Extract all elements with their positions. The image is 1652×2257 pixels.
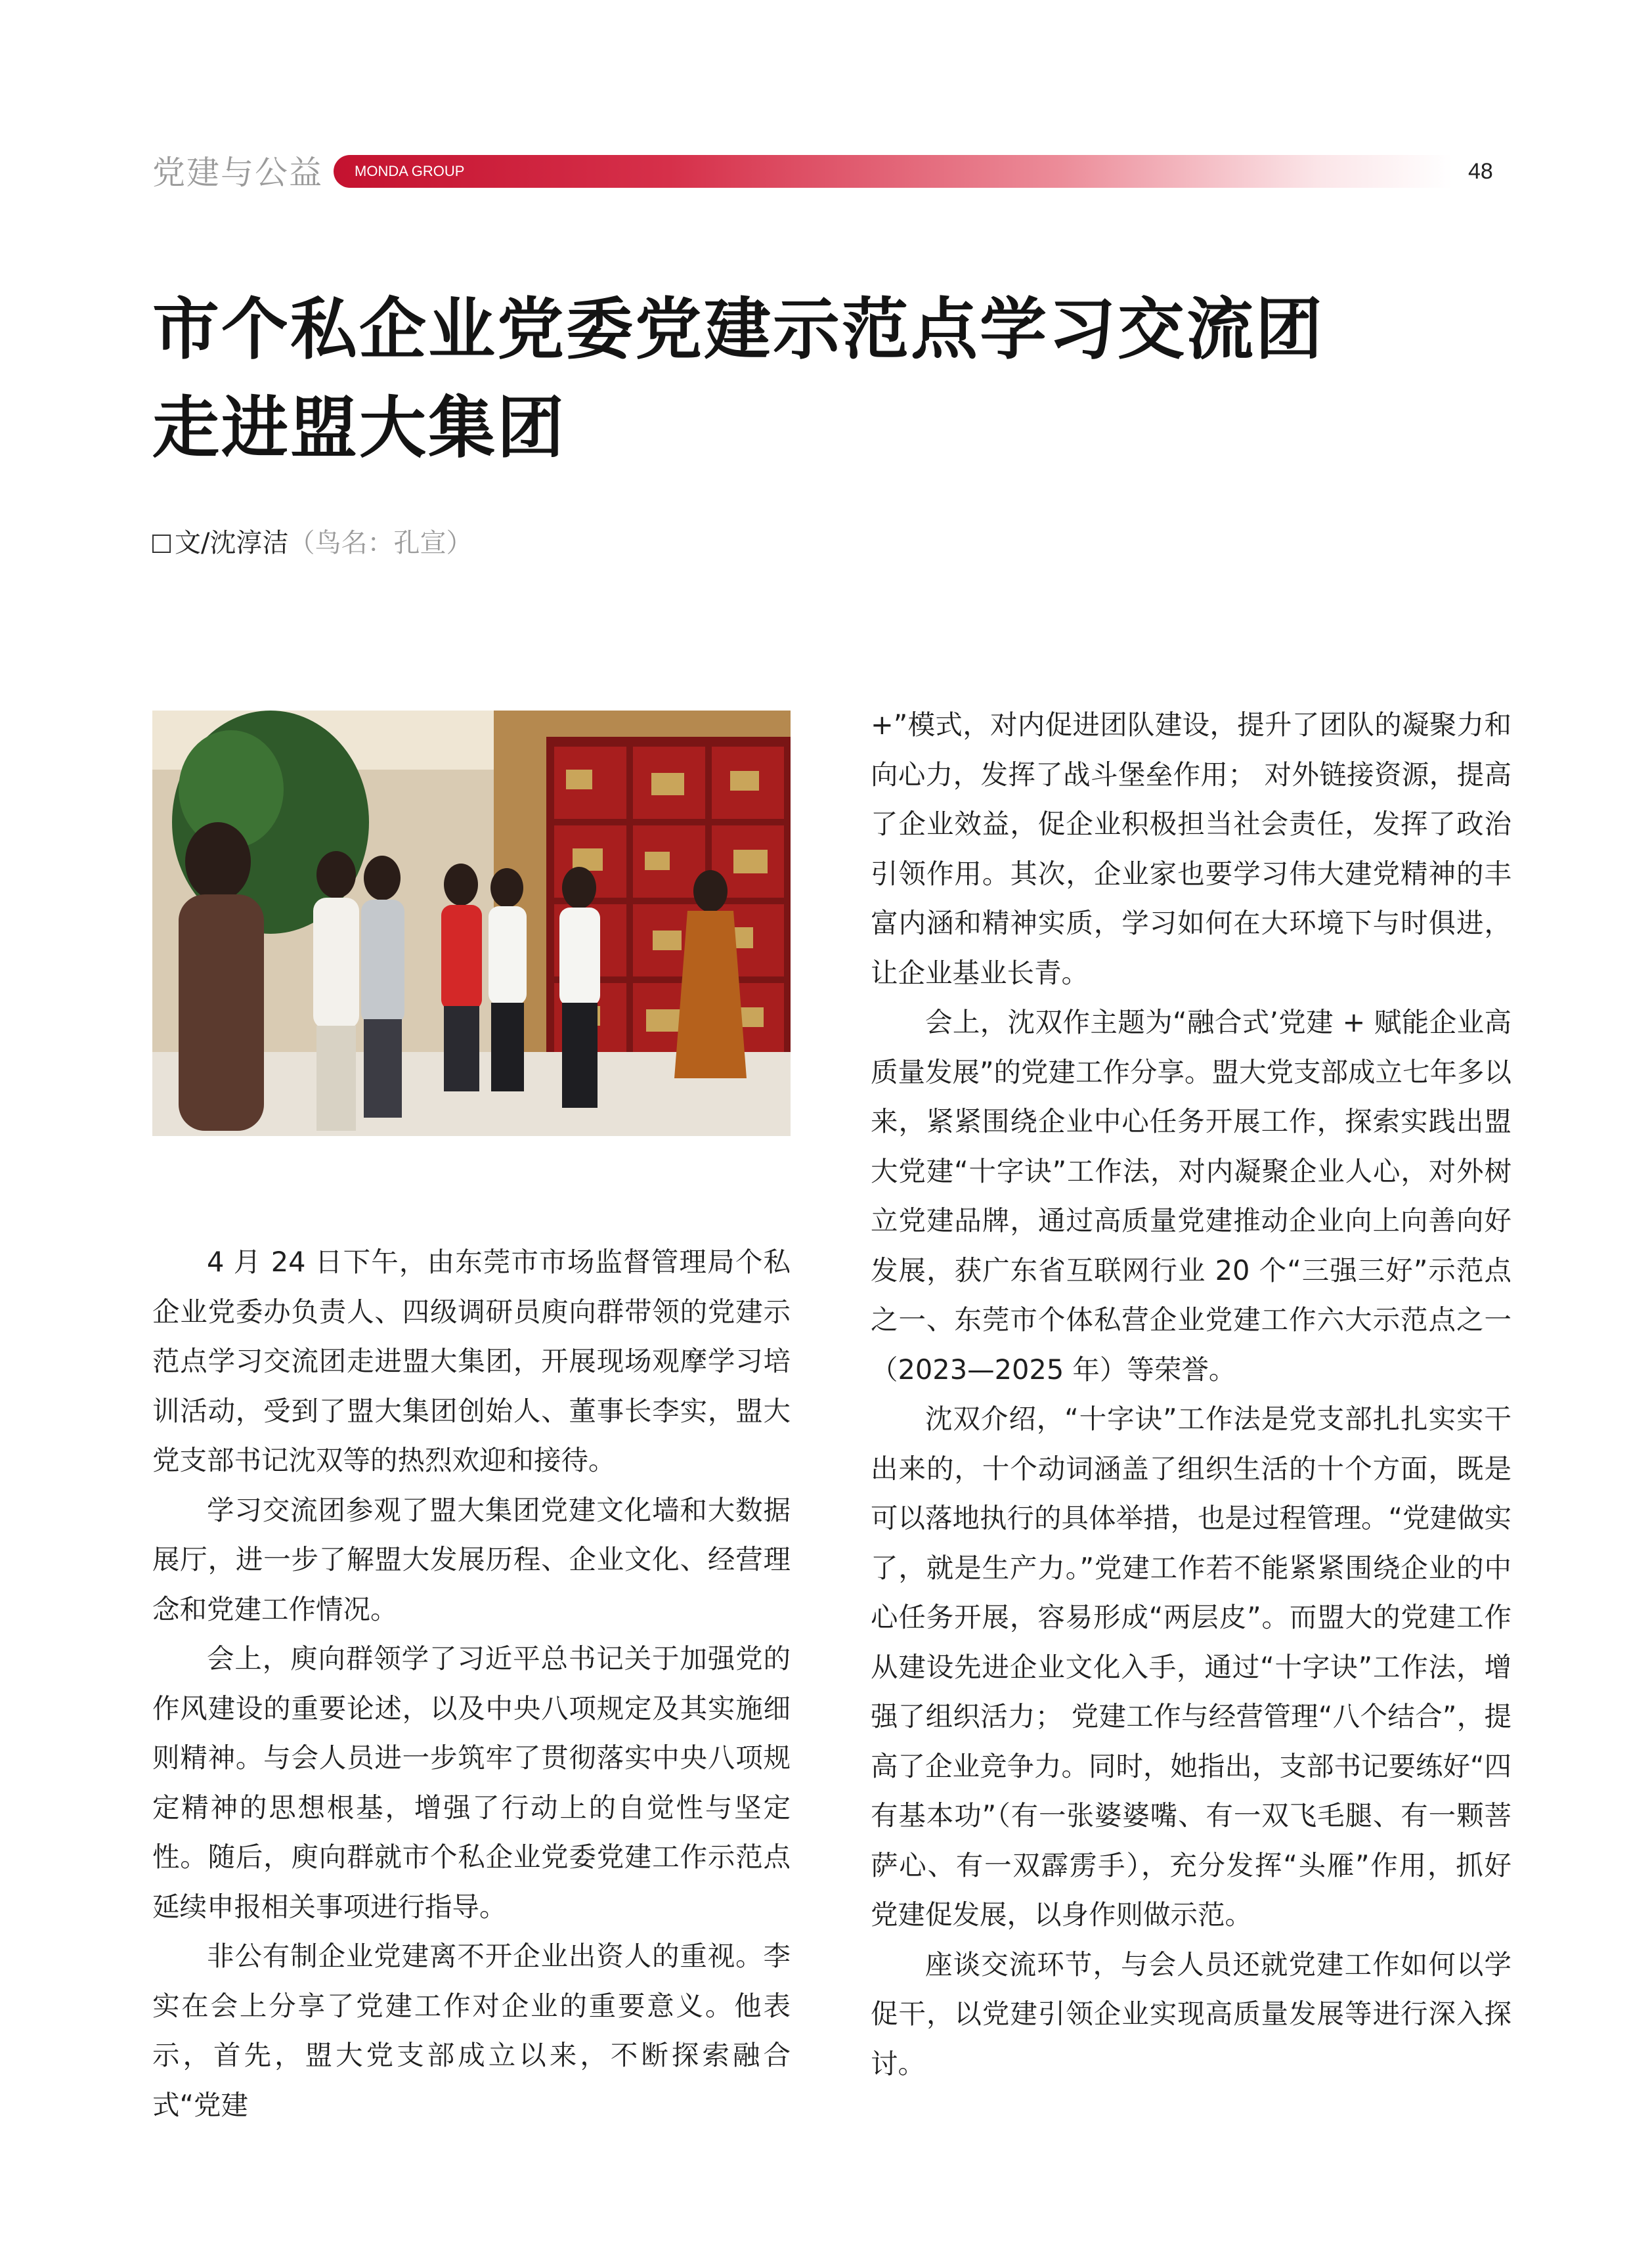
section-title: 党建与公益 bbox=[152, 154, 323, 192]
byline bbox=[152, 523, 472, 563]
paragraph: 会上，沈双作主题为“融合式’党建 + 赋能企业高质量发展”的党建工作分享。盟大党支部成立七年多以来，紧紧围绕企业中心任务开展工作，探索实践出盟大党建“十字诀”工作法，对内凝聚企业人心，对外树立党建品牌，通过高质量党建推动企业向上向善向好发展，获广东省互联网行业 20 个“三强三好”示范点之一、东莞市个体私营企业党建工作六大示范点之一（2023—2025 年）等荣誉。 bbox=[871, 1006, 1512, 1386]
byline-note: （鸟名：孔宣） bbox=[288, 528, 473, 558]
photo-of-delegation-visit-icon bbox=[152, 711, 791, 1136]
paragraph: 沈双介绍，“十字诀”工作法是党支部扎扎实实干出来的，十个动词涵盖了组织生活的十个方面，既是可以落地执行的具体举措，也是过程管理。“党建做实了，就是生产力。”党建工作若不能紧紧围绕企业的中心任务开展，容易形成“两层皮”。而盟大的党建工作从建设先进企业文化入手，通过“十字诀”工作法，增强了组织活力； 党建工作与经营管理“八个结合”，提高了企业竞争力。同时，她指出，支部书记要练好“四有基本功”（有一张婆婆嘴、有一双飞毛腿、有一颗菩萨心、有一双霹雳手），充分发挥“头雁”作用，抓好党建促发展，以身作则做示范。 bbox=[871, 1403, 1512, 1931]
article-column-right bbox=[871, 700, 1511, 2088]
page-number: 48 bbox=[1468, 159, 1493, 184]
byline-author: 文/沈淳洁 bbox=[175, 528, 289, 558]
article-title-line-2: 走进盟大集团 bbox=[152, 389, 566, 468]
article-title bbox=[152, 281, 1531, 478]
paragraph: +”模式，对内促进团队建设，提升了团队的凝聚力和向心力，发挥了战斗堡垒作用； 对外链接资源，提高了企业效益，促企业积极担当社会责任，发挥了政治引领作用。其次，企业家也要学习伟大建党精神的丰富内涵和精神实质，学习如何在大环境下与时俱进，让企业基业长青。 bbox=[871, 709, 1511, 989]
checkbox-icon bbox=[152, 535, 171, 553]
brand-label: MONDA GROUP bbox=[355, 163, 465, 179]
paragraph: 会上，庾向群领学了习近平总书记关于加强党的作风建设的重要论述，以及中央八项规定及其实施细则精神。与会人员进一步筑牢了贯彻落实中央八项规定精神的思想根基，增强了行动上的自觉性与坚定性。随后，庾向群就市个私企业党委党建工作示范点延续申报相关事项进行指导。 bbox=[152, 1642, 791, 1923]
article-title-line-1: 市个私企业党委党建示范点学习交流团 bbox=[152, 291, 1324, 369]
paragraph: 非公有制企业党建离不开企业出资人的重视。李实在会上分享了党建工作对企业的重要意义。他表示，首先，盟大党支部成立以来，不断探索融合式“党建 bbox=[152, 1940, 791, 2121]
paragraph: 学习交流团参观了盟大集团党建文化墙和大数据展厅，进一步了解盟大发展历程、企业文化、经营理念和党建工作情况。 bbox=[152, 1493, 791, 1625]
paragraph: 座谈交流环节，与会人员还就党建工作如何以学促干，以党建引领企业实现高质量发展等进行深入探讨。 bbox=[871, 1948, 1511, 2080]
paragraph: 4 月 24 日下午，由东莞市市场监督管理局个私企业党委办负责人、四级调研员庾向群带领的党建示范点学习交流团走进盟大集团，开展现场观摩学习培训活动，受到了盟大集团创始人、董事长李实，盟大党支部书记沈双等的热烈欢迎和接待。 bbox=[152, 1246, 791, 1476]
article-photo bbox=[152, 711, 791, 1136]
header-accent-bar bbox=[334, 155, 1452, 188]
article-column-left bbox=[152, 1237, 791, 2130]
